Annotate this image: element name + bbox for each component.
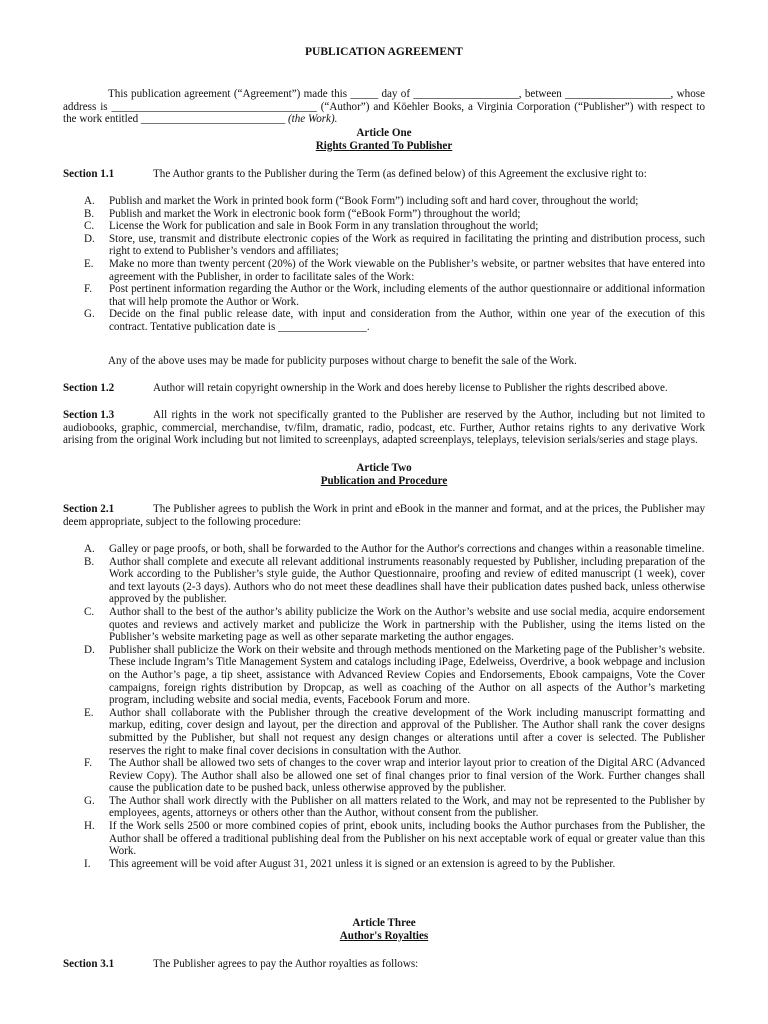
list-item: I. This agreement will be void after August 31, 2021 unless it is signed or an extension is agreed to by the Publisher. xyxy=(84,857,616,870)
list-item: G. Decide on the final public release date, with input and consideration from the Author, within one year of the execution of this contract. Tentative publication date is ________________. xyxy=(84,308,705,333)
list-item: C. License the Work for publication and sale in Book Form in any translation throughout the world; xyxy=(84,220,539,233)
section-1-3-text: All rights in the work not specifically granted to the Publisher are reserved by the Author, including but not limited to audiobooks, graphic, commercial, merchandise, tv/film, dramatic, radio, podcast, etc. Further, Author retains rights to any derivative Work arising from the original Work including but not limited to screenplays, adapted screenplays, teleplays, television serials/series and stage plays. xyxy=(63,409,705,447)
list-item: A. Publish and market the Work in printed book form (“Book Form”) including soft and hard cover, throughout the world; xyxy=(84,195,639,207)
section-1-2-text: Author will retain copyright ownership in the Work and does hereby license to Publisher the rights described above. xyxy=(153,382,668,394)
list-item: F. The Author shall be allowed two sets of changes to the cover wrap and interior layout prior to creation of the Digital ARC (Advanced Review Copy). The Author shall also be allowed one set of final changes prior to final version of the Work. Further changes shall cause the publication date to be pushed back, unless otherwise approved by the publisher. xyxy=(84,757,705,795)
article-two-subtitle: Publication and Procedure xyxy=(320,474,448,487)
article-two-title: Article Two xyxy=(356,462,412,474)
intro-work-label: (the Work). xyxy=(287,113,338,126)
section-1-1 xyxy=(63,168,705,181)
section-3-1 xyxy=(63,958,705,971)
section-2-1 xyxy=(63,503,705,528)
list-item: F. Post pertinent information regarding the Author or the Work, including elements of the author questionnaire or additional information that will help promote the Author or Work. xyxy=(84,283,705,308)
article-three-subtitle: Author's Royalties xyxy=(339,929,429,942)
list-item: A. Galley or page proofs, or both, shall be forwarded to the Author for the Author's corrections and changes within a reasonable timeline. xyxy=(84,543,705,555)
section-3-1-text: The Publisher agrees to pay the Author royalties as follows: xyxy=(153,958,419,970)
article-two-list xyxy=(84,543,705,870)
list-item: H. If the Work sells 2500 or more combined copies of print, ebook units, including books the Author purchases from the Publisher, the Author shall be offered a traditional publishing deal from the Publisher on his next acceptable work of equal or greater value than this Work. xyxy=(84,820,705,858)
publicity-uses-paragraph: Any of the above uses may be made for publicity purposes without charge to benefit the sale of the Work. xyxy=(108,355,577,367)
list-item: E. Author shall collaborate with the Publisher through the creative development of the Work including manuscript formatting and markup, editing, cover design and layout, per the direction and approval of the Publisher. The Author shall rank the cover designs submitted by the Publisher, but shall not request any design changes or alterations until after a cover is selected. The Publisher reserves the right to make final cover decisions in consultation with the Author. xyxy=(84,706,705,757)
list-item: E. Make no more than twenty percent (20%) of the Work viewable on the Publisher’s website, or partner websites that have entered into agreement with the Publisher, in order to facilitate sales of the Work: xyxy=(84,257,705,283)
section-2-1-number: Section 2.1 xyxy=(63,503,115,515)
intro-paragraph xyxy=(63,88,705,126)
section-3-1-number: Section 3.1 xyxy=(63,958,115,970)
list-item: D. Publisher shall publicize the Work on their website and through methods mentioned on the Marketing page of the Publisher’s website. These include Ingram’s Title Management System and catalogs including iPage, Edelweiss, Overdrive, a book webpage and inclusion on the Author’s page, a tip sheet, assistance with Advanced Review Copies and Endorsements, Ebook campaigns, Vote the Cover campaigns, foreign rights distribution by Dropcap, as well as coaching of the Author on all aspects of the Author’s marketing program, including website and social media, events, Facebook Forum and more. xyxy=(84,643,705,707)
section-1-2 xyxy=(63,382,705,395)
section-1-2-number: Section 1.2 xyxy=(63,382,115,394)
document-title: PUBLICATION AGREEMENT xyxy=(305,46,463,58)
article-two-heading xyxy=(0,462,768,487)
section-2-1-text: The Publisher agrees to publish the Work in print and eBook in the manner and format, and at the prices, the Publisher may deem appropriate, subject to the following procedure: xyxy=(63,503,705,528)
section-1-1-text: The Author grants to the Publisher during the Term (as defined below) of this Agreement the exclusive right to: xyxy=(153,168,647,180)
list-item: G. The Author shall work directly with the Publisher on all matters related to the Work, and may not be represented to the Publisher by employees, agents, attorneys or others other than the Author, without consent from the publisher. xyxy=(84,794,705,820)
article-one-title: Article One xyxy=(356,127,412,139)
list-item: B. Publish and market the Work in electronic book form (“eBook Form”) throughout the world; xyxy=(84,207,521,220)
section-1-3-number: Section 1.3 xyxy=(63,409,115,421)
section-1-1-number: Section 1.1 xyxy=(63,168,115,180)
article-one-subtitle: Rights Granted To Publisher xyxy=(315,139,453,152)
list-item: D. Store, use, transmit and distribute electronic copies of the Work as required in facilitating the printing and distribution process, such right to extend to Publisher’s vendors and affiliates; xyxy=(84,232,705,258)
list-item: C. Author shall to the best of the author’s ability publicize the Work on the Author’s website and use social media, acquire endorsement quotes and reviews and actively market and publicize the Work in partnership with the Publisher, using the items listed on the Publisher’s website marketing page as well as other separate marketing the author engages. xyxy=(84,605,705,644)
list-item: B. Author shall complete and execute all relevant additional instruments reasonably requested by Publisher, including preparation of the Work according to the Publisher’s style guide, the Author Questionnaire, proofing and review of edited manuscript (1 week), cover and text layouts (2-3 days). Authors who do not meet these deadlines shall have their publication dates pushed back, unless otherwise approved by the publisher. xyxy=(84,555,705,606)
article-one-heading xyxy=(0,127,768,152)
section-1-3 xyxy=(63,409,705,447)
intro-text: This publication agreement (“Agreement”) made this _____ day of ___________________, between ___________________, whose address is _____________________________________ (“Author”) and Köehler Books, a Virginia Corporation (“Publisher”) with respect to the work entitled __________________________ xyxy=(63,88,705,126)
article-three-title: Article Three xyxy=(352,917,416,929)
article-one-list xyxy=(84,195,705,334)
article-three-heading xyxy=(0,917,768,942)
